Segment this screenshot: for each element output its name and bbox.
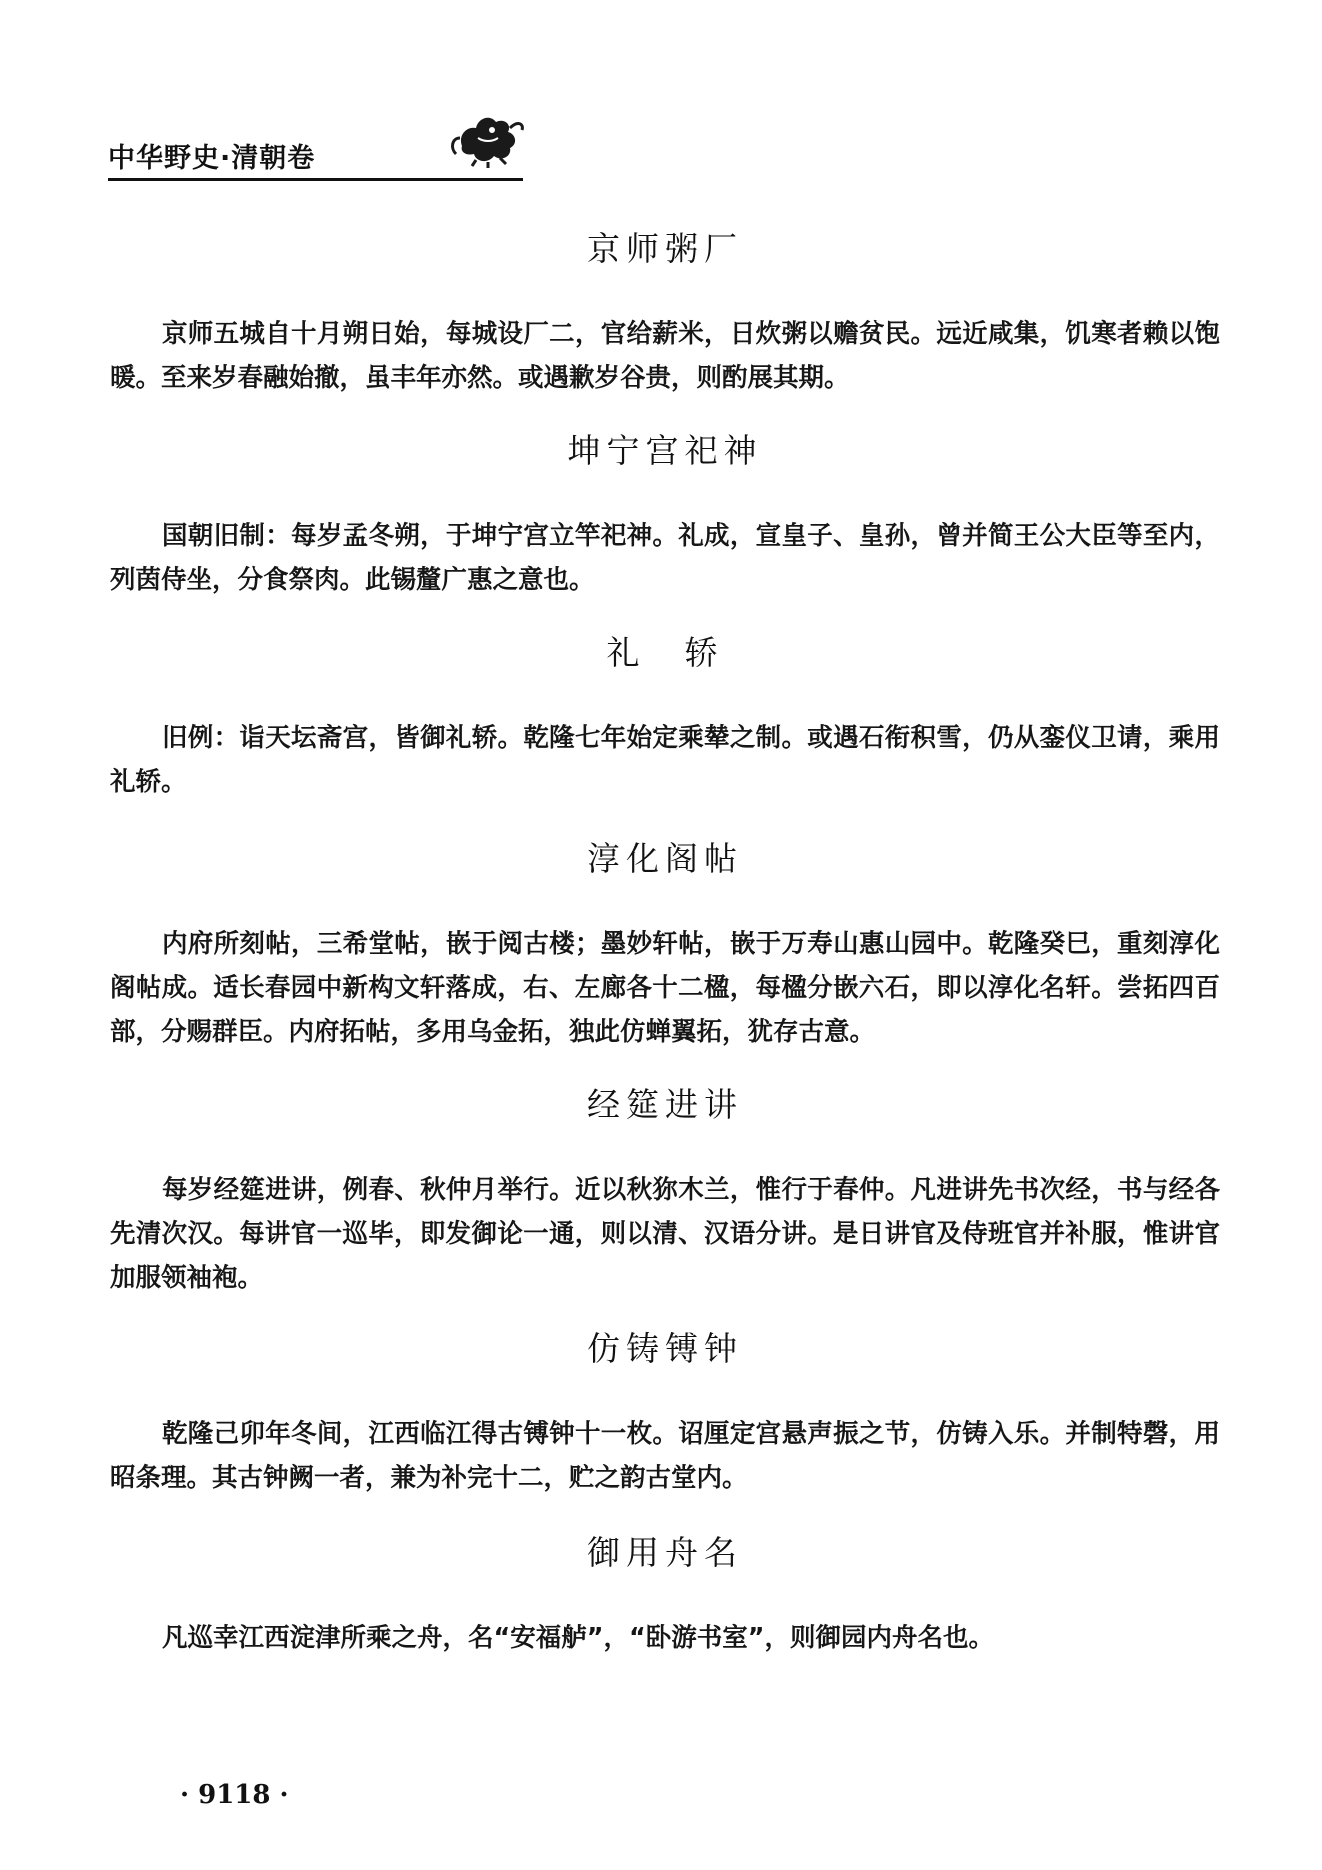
section-body: 国朝旧制：每岁孟冬朔，于坤宁宫立竿祀神。礼成，宣皇子、皇孙，曾并简王公大臣等至内，列茵侍坐，分食祭肉。此锡釐广惠之意也。: [110, 521, 1220, 595]
section-jingyan-jinjiang: [110, 1082, 1220, 1300]
section-body: 乾隆己卯年冬间，江西临江得古镈钟十一枚。诏厘定宫悬声振之节，仿铸入乐。并制特磬，用昭条理。其古钟阙一者，兼为补完十二，贮之韵古堂内。: [110, 1419, 1220, 1493]
section-title: 御用舟名: [587, 1533, 743, 1572]
section-body: 每岁经筵进讲，例春、秋仲月举行。近以秋狝木兰，惟行于春仲。凡进讲先书次经，书与经各先清次汉。每讲官一巡毕，即发御论一通，则以清、汉语分讲。是日讲官及侍班官并补服，惟讲官加服领袖袍。: [110, 1175, 1220, 1293]
section-title: 礼 轿: [606, 633, 724, 672]
page-number: · 9118 ·: [180, 1780, 289, 1810]
section-yuyong-zhouming: [110, 1530, 1220, 1660]
section-chunhua-getie: [110, 836, 1220, 1054]
section-body: 凡巡幸江西淀津所乘之舟，名“安福舻”，“卧游书室”，则御园内舟名也。: [162, 1623, 995, 1653]
dragon-ornament-icon: [448, 108, 528, 168]
section-title: 经筵进讲: [587, 1085, 743, 1124]
section-body: 旧例：诣天坛斋宫，皆御礼轿。乾隆七年始定乘辇之制。或遇石衔积雪，仍从銮仪卫请，乘用礼轿。: [110, 723, 1220, 797]
section-body: 京师五城自十月朔日始，每城设厂二，官给薪米，日炊粥以赡贫民。远近咸集，饥寒者赖以饱暖。至来岁春融始撤，虽丰年亦然。或遇歉岁谷贵，则酌展其期。: [110, 319, 1220, 393]
section-title: 淳化阁帖: [587, 839, 743, 878]
section-lijiao: [110, 630, 1220, 804]
section-title: 坤宁宫祀神: [567, 431, 763, 470]
section-title: 仿铸镈钟: [587, 1329, 743, 1368]
section-body: 内府所刻帖，三希堂帖，嵌于阅古楼；墨妙轩帖，嵌于万寿山惠山园中。乾隆癸巳，重刻淳化阁帖成。适长春园中新构文轩落成，右、左廊各十二楹，每楹分嵌六石，即以淳化名轩。尝拓四百部，分赐群臣。内府拓帖，多用乌金拓，独此仿蝉翼拓，犹存古意。: [110, 929, 1220, 1047]
section-fangzhu-bozhong: [110, 1326, 1220, 1500]
header-rule: [108, 178, 523, 181]
section-jingshi-zhouchang: [110, 226, 1220, 400]
section-title: 京师粥厂: [587, 229, 743, 268]
section-kunninggong-sishen: [110, 428, 1220, 602]
running-header-title: 中华野史·清朝卷: [108, 143, 316, 174]
